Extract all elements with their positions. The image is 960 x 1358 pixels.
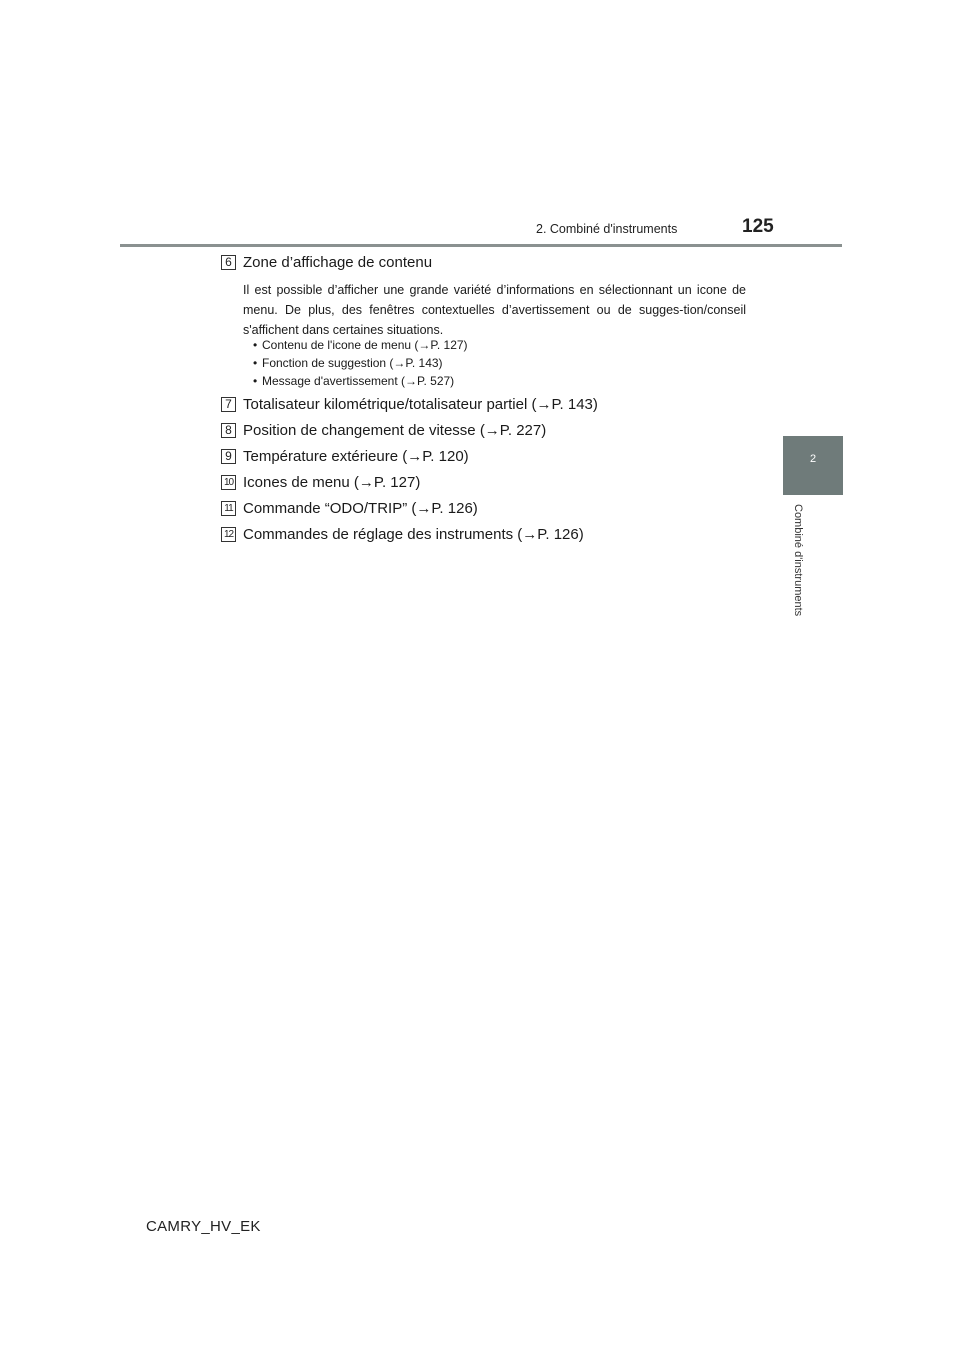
item-number-badge: 6: [221, 255, 236, 270]
running-header-section: 2. Combiné d'instruments: [536, 222, 678, 236]
header-divider: [120, 244, 842, 247]
item-description: Il est possible d’afficher une grande variété d’informations en sélectionnant un icone de menu. De plus, des fenêtres contextuelles d’avertissement ou de sugges-tion/conseil s'affichent dans certaines situations.: [243, 283, 746, 337]
chapter-tab-number: 2: [809, 453, 817, 465]
item-number-badge: 10: [221, 475, 236, 490]
chapter-tab: [783, 436, 843, 495]
bullet-icon: •: [253, 356, 258, 370]
document-code: CAMRY_HV_EK: [146, 1218, 261, 1235]
list-item: [253, 374, 454, 388]
page-number: 125: [742, 216, 774, 237]
item-title: Totalisateur kilométrique/totalisateur partiel (→P. 143): [243, 396, 598, 413]
item-title: Position de changement de vitesse (→P. 227): [243, 422, 547, 439]
item-title: Zone d’affichage de contenu: [243, 254, 433, 271]
item-title: Commande “ODO/TRIP” (→P. 126): [243, 500, 478, 517]
chapter-side-label: Combiné d'instruments: [792, 504, 804, 617]
item-number-badge: 9: [221, 449, 236, 464]
item-title: Commandes de réglage des instruments (→P. 126): [243, 526, 584, 543]
list-item: [253, 356, 443, 370]
item-title: Température extérieure (→P. 120): [243, 448, 469, 465]
item-number-badge: 12: [221, 527, 236, 542]
item-number-badge: 11: [221, 501, 236, 516]
list-item-text: Message d'avertissement (→P. 527): [262, 374, 455, 388]
list-item: [253, 338, 468, 352]
item-number-badge: 8: [221, 423, 236, 438]
list-item-text: Fonction de suggestion (→P. 143): [262, 356, 443, 370]
item-number-badge: 7: [221, 397, 236, 412]
bullet-icon: •: [253, 338, 258, 352]
item-title: Icones de menu (→P. 127): [243, 474, 421, 491]
list-item-text: Contenu de l'icone de menu (→P. 127): [262, 338, 468, 352]
bullet-icon: •: [253, 374, 258, 388]
